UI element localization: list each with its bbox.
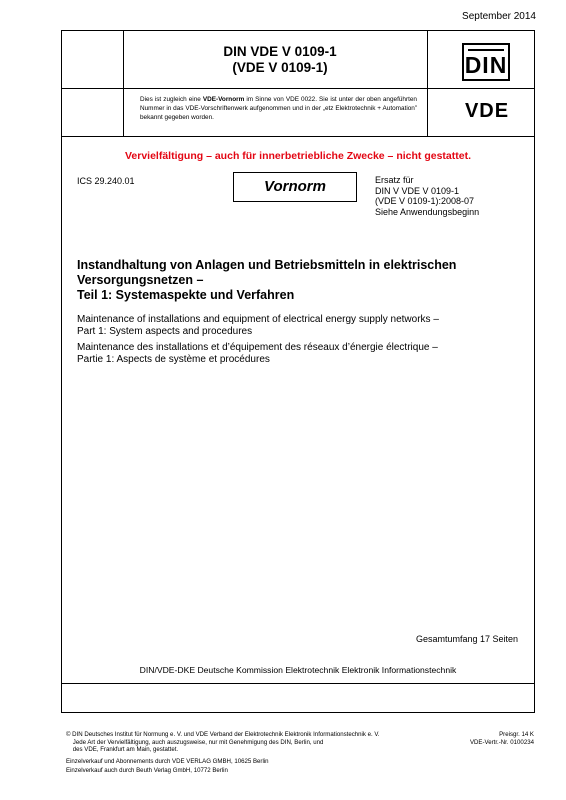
copyright-notice (66, 731, 432, 754)
bottom-divider (62, 683, 534, 684)
german-title-line: Teil 1: Systemaspekte und Verfahren (77, 288, 295, 302)
replacement-line: Ersatz für (375, 175, 414, 185)
copyright-line: © DIN Deutsches Institut für Normung e. V. und VDE Verband der Elektrotechnik Elektronik Informationstechnik e. V. (66, 731, 380, 738)
header-divider (62, 88, 534, 89)
replacement-line: (VDE V 0109-1):2008-07 (375, 196, 475, 206)
vde-notice (140, 95, 417, 122)
vde-notice-text-2: im Sinne von VDE 0022. Sie ist unter der oben angeführten Nummer in das VDE-Vorschriftenwerk aufgenommen und in der „etz Elektrotechnik + Automation” bekannt gegeben worden. (140, 96, 417, 121)
replacement-line: Siehe Anwendungsbeginn (375, 206, 480, 217)
intro-divider (62, 136, 534, 137)
french-title-line: Maintenance des installations et d’équipement des réseaux d’énergie électrique – (77, 342, 438, 353)
ics-code: ICS 29.240.01 (77, 176, 135, 186)
price-info (438, 731, 534, 746)
price-group: Preisgr. 14 K (499, 731, 534, 738)
english-title (77, 314, 487, 338)
german-title-line: Versorgungsnetzen – (77, 273, 204, 287)
total-pages: Gesamtumfang 17 Seiten (415, 634, 518, 644)
din-logo-text: DIN (464, 52, 508, 78)
vde-notice-bold: VDE-Vornorm (202, 96, 245, 103)
document-number (140, 44, 420, 76)
status-box: Vornorm (233, 172, 357, 202)
german-title (77, 258, 487, 303)
copyright-line: des VDE, Frankfurt am Main, gestattet. (66, 746, 179, 754)
doc-number-vde: (VDE V 0109-1) (232, 60, 328, 75)
german-title-line: Instandhaltung von Anlagen und Betriebsmitteln in elektrischen (77, 258, 457, 272)
vde-logo: VDE (464, 100, 510, 122)
din-logo-rule (468, 49, 504, 51)
french-title-line: Partie 1: Aspects de système et procédures (77, 354, 270, 365)
french-title (77, 342, 487, 366)
din-logo (462, 43, 510, 81)
english-title-line: Part 1: System aspects and procedures (77, 326, 253, 337)
sales-line: Einzelverkauf auch durch Beuth Verlag GmbH, 10772 Berlin (66, 767, 228, 774)
sales-info (66, 757, 366, 775)
copy-warning: Vervielfältigung – auch für innerbetriebliche Zwecke – nicht gestattet. (124, 150, 471, 162)
committee: DIN/VDE-DKE Deutsche Kommission Elektrotechnik Elektronik Informationstechnik (139, 665, 457, 675)
sales-line: Einzelverkauf und Abonnements durch VDE VERLAG GMBH, 10625 Berlin (66, 758, 269, 765)
cover-frame (61, 30, 535, 713)
replacement-info (375, 175, 515, 217)
right-column-rule (427, 31, 428, 136)
vde-order-number: VDE-Vertr.-Nr. 0100234 (469, 738, 534, 746)
replacement-line: DIN V VDE V 0109-1 (375, 185, 460, 196)
copyright-line: Jede Art der Vervielfältigung, auch auszugsweise, nur mit Genehmigung des DIN, Berlin, und (66, 738, 324, 746)
vde-notice-text-1: Dies ist zugleich eine (140, 96, 203, 103)
english-title-line: Maintenance of installations and equipment of electrical energy supply networks – (77, 314, 439, 325)
left-column-rule (123, 31, 124, 136)
issue-date: September 2014 (462, 11, 536, 22)
doc-number-din: DIN VDE V 0109-1 (223, 44, 337, 59)
